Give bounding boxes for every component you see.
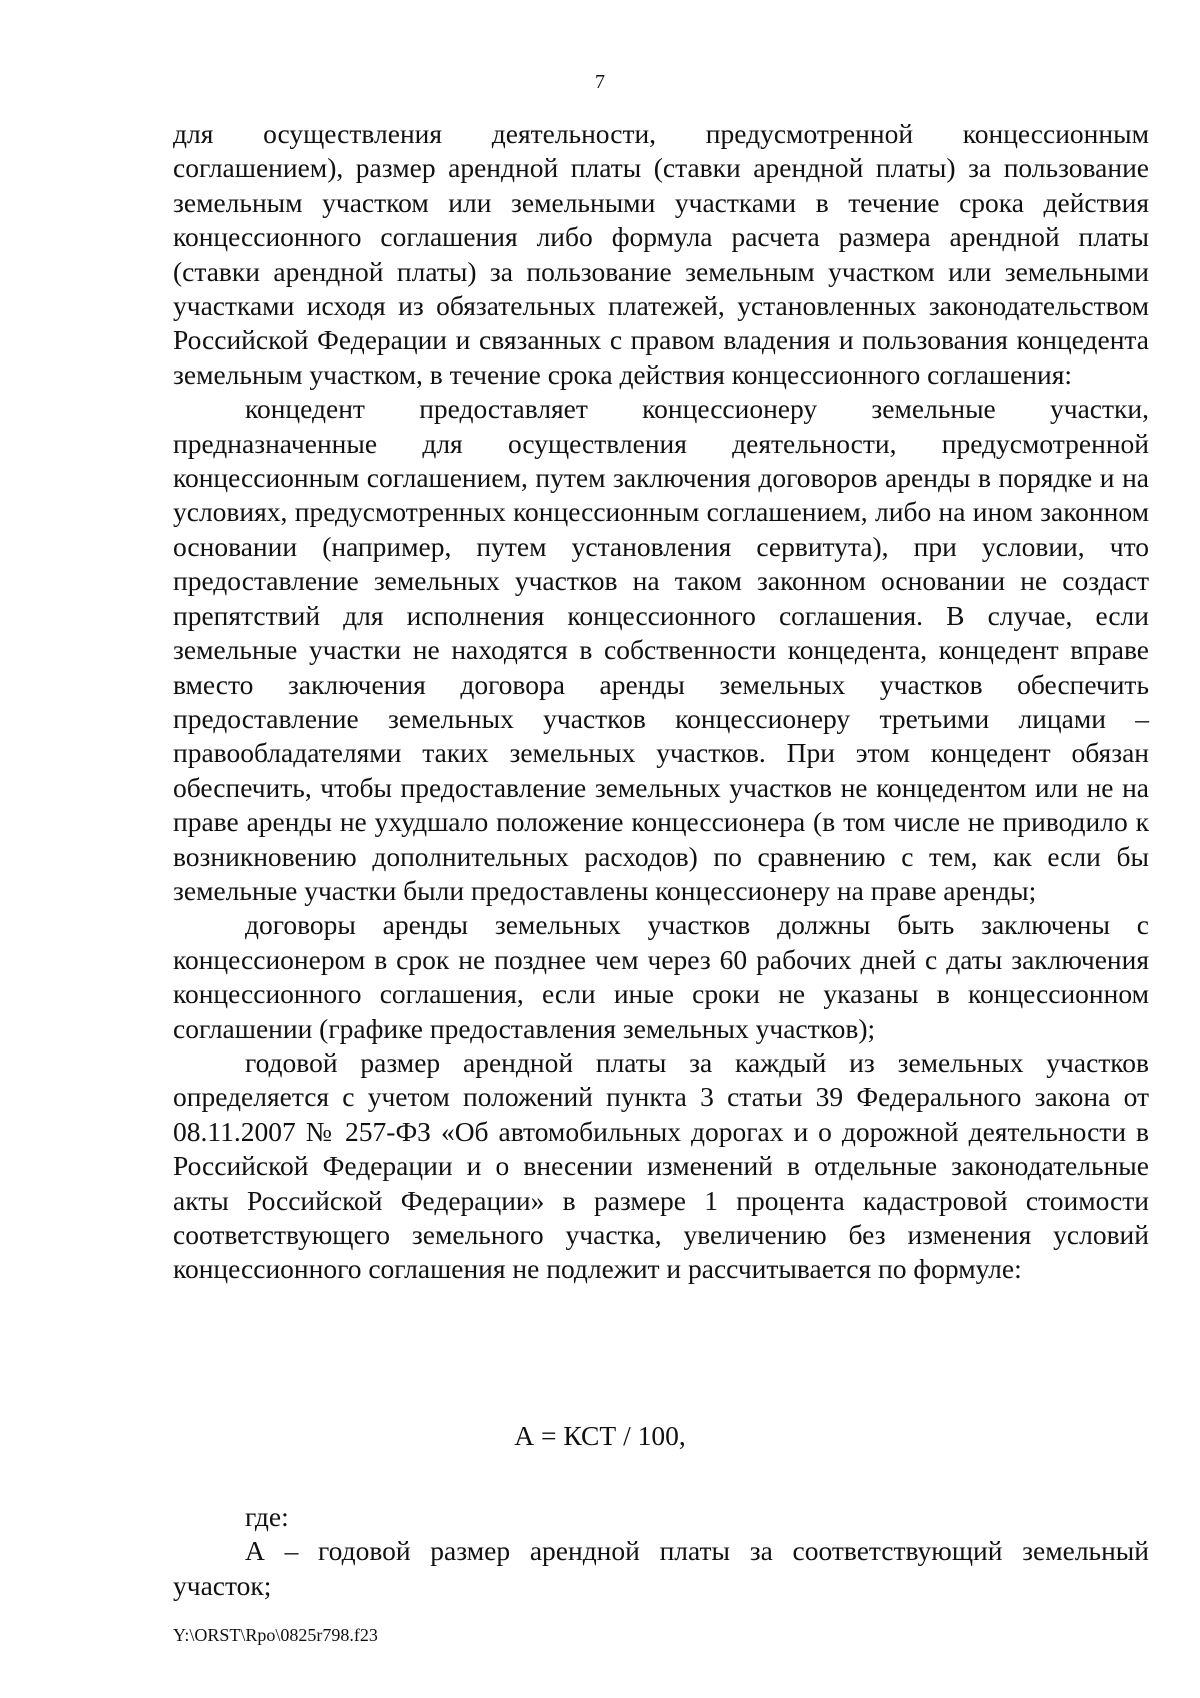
paragraph-land-provision: концедент предоставляет концессионеру земельные участки, предназначенные для осуществления деятельности, предусмотренной концессионным соглашением, путем заключения договоров аренды в порядке и на условиях, предусмотренных концессионным соглашением, либо на ином законном основании (например, путем установления сервитута), при условии, что предоставление земельных участков на таком законном основании не создаст препятствий для исполнения концессионного соглашения. В случае, если земельные участки не находятся в собственности концедента, концедент вправе вместо заключения договора аренды земельных участков обеспечить предоставление земельных участков концессионеру третьими лицами – правообладателями таких земельных участков. При этом концедент обязан обеспечить, чтобы предоставление земельных участков не концедентом или не на праве аренды не ухудшало положение концессионера (в том числе не приводило к возникновению дополнительных расходов) по сравнению с тем, как если бы земельные участки были предоставлены концессионеру на праве аренды; <box>173 393 1149 906</box>
paragraph-annual-rent: годовой размер арендной платы за каждый из земельных участков определяется с учетом положений пункта 3 статьи 39 Федерального закона от 08.11.2007 № 257-ФЗ «Об автомобильных дорогах и о дорожной деятельности в Российской Федерации и о внесении изменений в отдельные законодательные акты Российской Федерации» в размере 1 процента кадастровой стоимости соответствующего земельного участка, увеличению без изменения условий концессионного соглашения не подлежит и рассчитывается по формуле: <box>173 1046 1149 1285</box>
body-text <box>173 117 1149 1287</box>
footer-file-path: Y:\ORST\Rpo\0825r798.f23 <box>173 1625 378 1645</box>
where-label: где: <box>245 1501 289 1532</box>
paragraph-lease-contracts: договоры аренды земельных участков должны быть заключены с концессионером в срок не позднее чем через 60 рабочих дней с даты заключения концессионного соглашения, если иные сроки не указаны в концессионном соглашении (графике предоставления земельных участков); <box>173 909 1149 1044</box>
formula-legend <box>173 1500 1149 1603</box>
page-number: 7 <box>595 71 605 93</box>
definition-a: А – годовой размер арендной платы за соответствующий земельный участок; <box>173 1535 1149 1601</box>
paragraph-continuation: для осуществления деятельности, предусмотренной концессионным соглашением), размер арендной платы (ставки арендной платы) за пользование земельным участком или земельными участками в течение срока действия концессионного соглашения либо формула расчета размера арендной платы (ставки арендной платы) за пользование земельным участком или земельными участками исходя из обязательных платежей, установленных законодательством Российской Федерации и связанных с правом владения и пользования концедента земельным участком, в течение срока действия концессионного соглашения: <box>173 118 1149 390</box>
rent-formula: А = КСТ / 100, <box>514 1420 686 1451</box>
